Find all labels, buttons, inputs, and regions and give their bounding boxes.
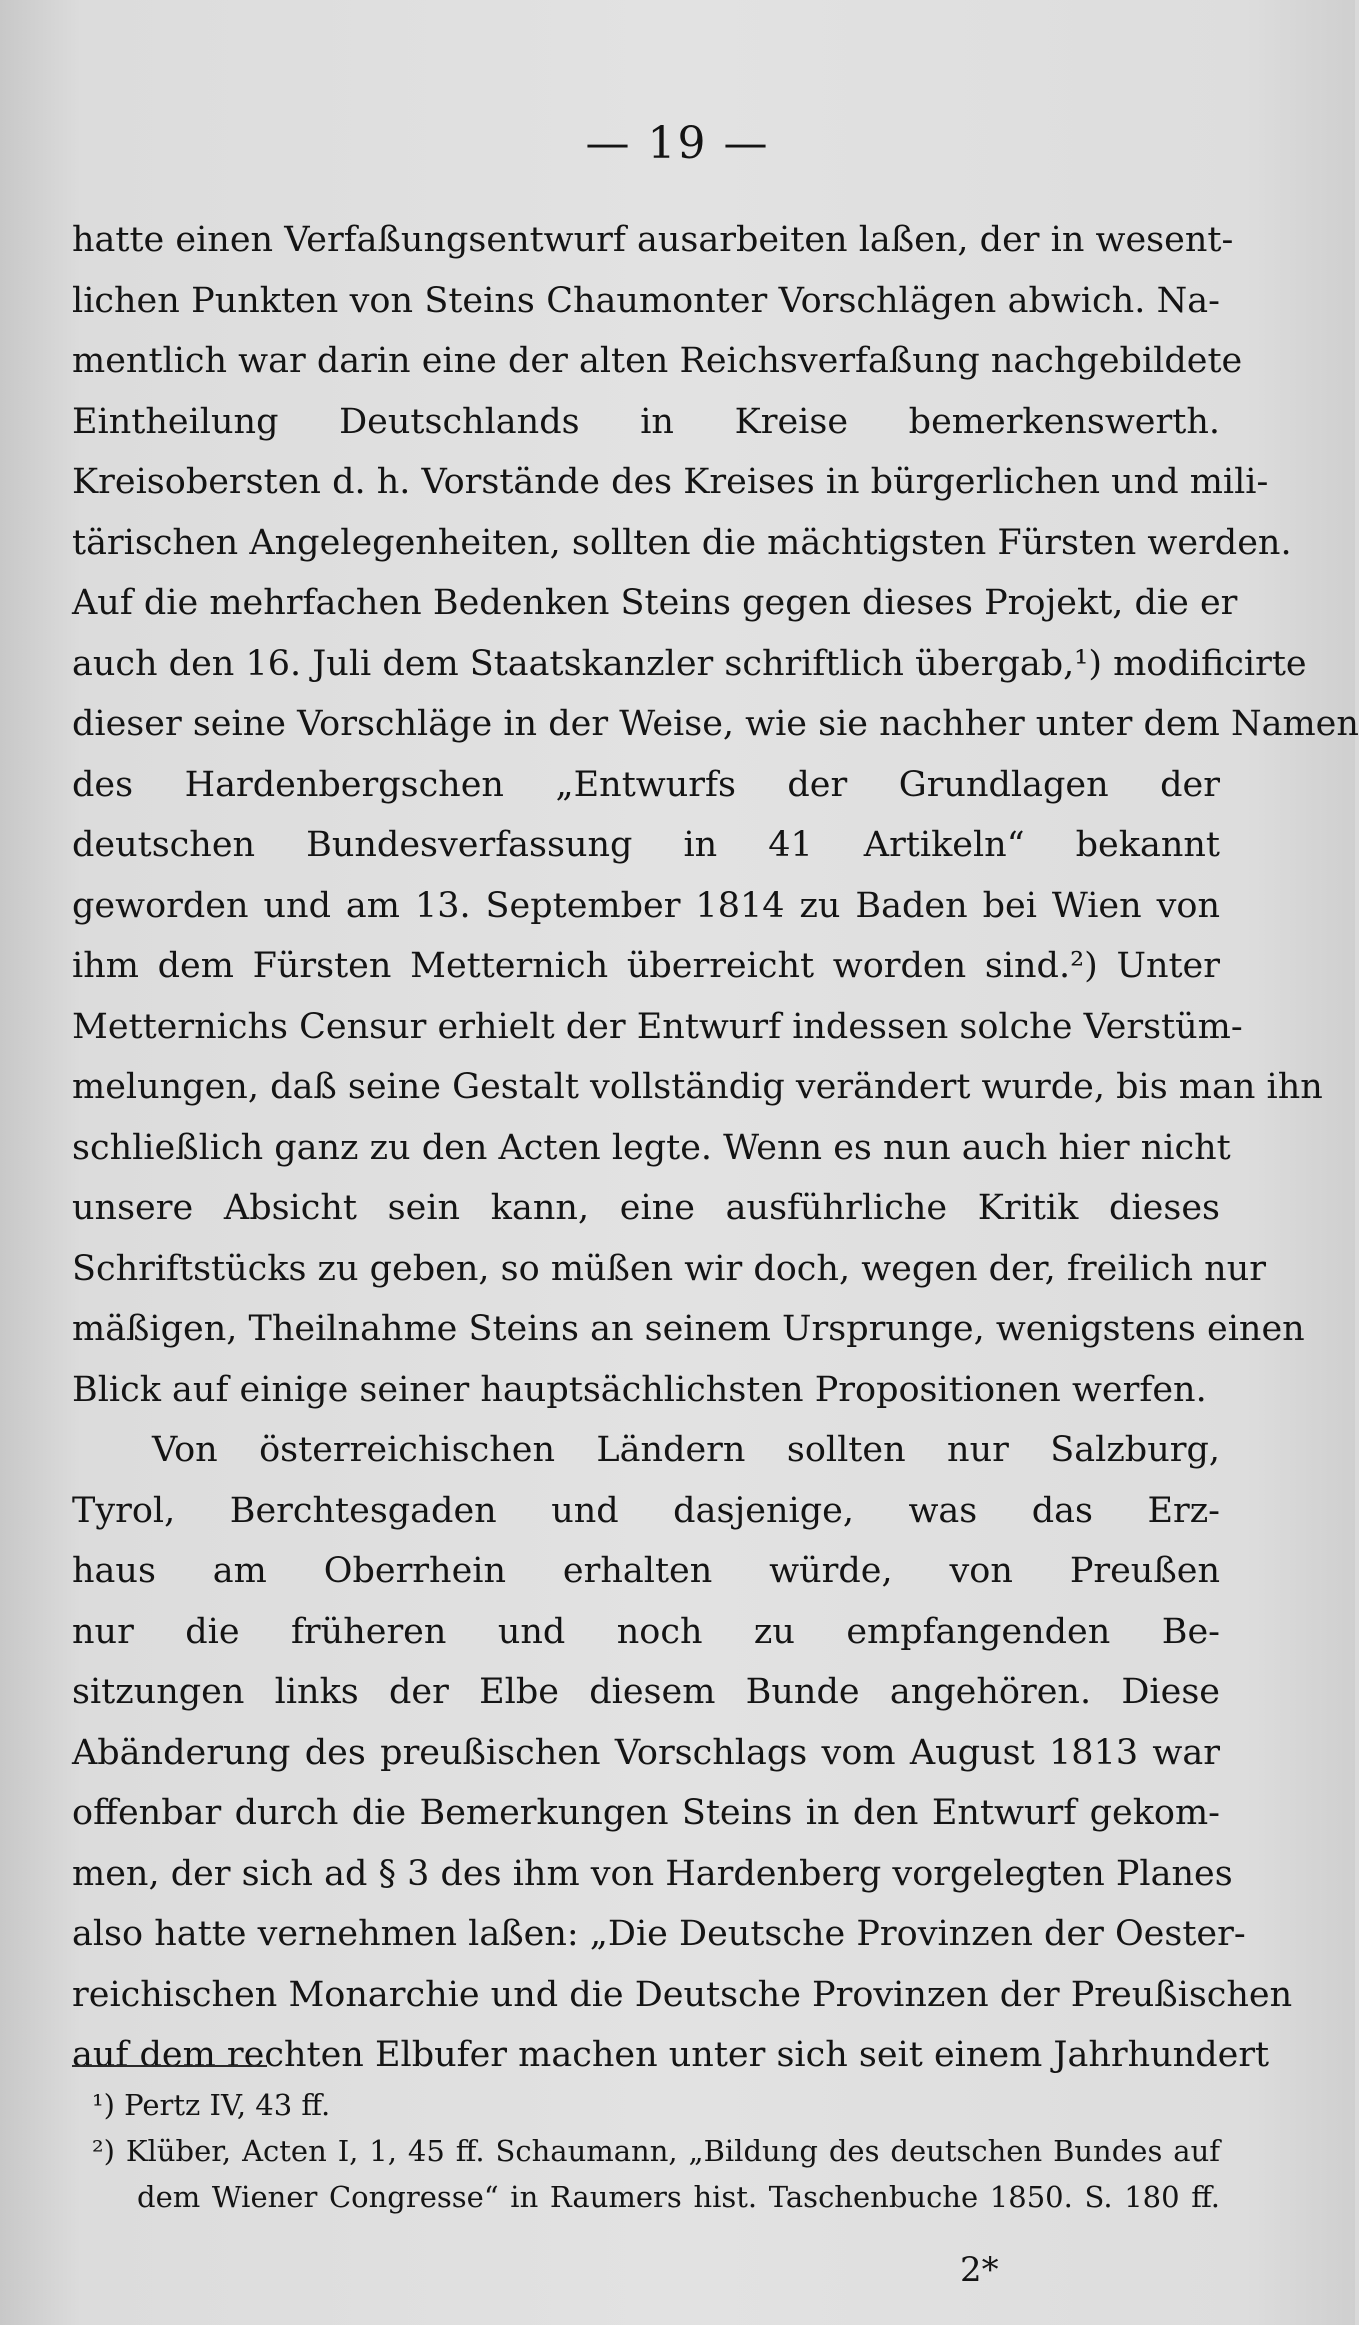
text-line: unsere Absicht sein kann, eine ausführliche Kritik dieses [72,1188,1220,1228]
text-line: Abänderung des preußischen Vorschlags vom August 1813 war [72,1732,1220,1773]
text-line: tärischen Angelegenheiten, sollten die mächtigsten Fürsten werden. [72,522,1292,563]
text-line: melungen, daß seine Gestalt vollständig verändert wurde, bis man ihn [72,1067,1323,1107]
footnotes [92,2082,1220,2220]
text-line: reichischen Monarchie und die Deutsche Provinzen der Preußischen [72,1974,1293,2015]
text-line: men, der sich ad § 3 des ihm von Hardenberg vorgelegten Planes [72,1853,1233,1894]
text-line: deutschen Bundesverfassung in 41 Artikeln“ bekannt [72,825,1220,865]
text-line: mentlich war darin eine der alten Reichsverfaßung nachgebildete [72,341,1243,381]
text-line: offenbar durch die Bemerkungen Steins in den Entwurf gekom- [72,1793,1220,1833]
page-number: — 19 — [585,118,770,169]
text-line: schließlich ganz zu den Acten legte. Wenn es nun auch hier nicht [72,1127,1231,1168]
footnote-1: ¹) Pertz IV, 43 ff. [92,2088,331,2122]
footnote-2: ²) Klüber, Acten I, 1, 45 ff. Schaumann, „Bildung des deutschen Bundes auf [92,2134,1220,2168]
text-line: mäßigen, Theilnahme Steins an seinem Ursprunge, wenigstens einen [72,1309,1305,1349]
text-line: Auf die mehrfachen Bedenken Steins gegen dieses Projekt, die er [72,583,1238,623]
footnote-2-continuation: dem Wiener Congresse“ in Raumers hist. Taschenbuche 1850. S. 180 ff. [137,2180,1220,2214]
text-line: haus am Oberrhein erhalten würde, von Preußen [72,1551,1220,1591]
text-line: Tyrol, Berchtesgaden und dasjenige, was das Erz- [72,1490,1220,1531]
text-line: auch den 16. Juli dem Staatskanzler schriftlich übergab,¹) modificirte [72,643,1307,684]
text-line: Eintheilung Deutschlands in Kreise bemerkenswerth. [72,401,1220,442]
text-line: nur die früheren und noch zu empfangenden Be- [72,1611,1220,1652]
text-line: sitzungen links der Elbe diesem Bunde angehören. Diese [72,1672,1220,1712]
text-line: hatte einen Verfaßungsentwurf ausarbeiten laßen, der in wesent- [72,220,1234,260]
text-line: Schriftstücks zu geben, so müßen wir doch, wegen der, freilich nur [72,1248,1266,1289]
text-line: geworden und am 13. September 1814 zu Baden bei Wien von [72,885,1220,926]
text-line: also hatte vernehmen laßen: „Die Deutsche Provinzen der Oester- [72,1914,1246,1954]
footnote-rule [72,2065,267,2067]
text-line: Kreisobersten d. h. Vorstände des Kreises in bürgerlichen und mili- [72,462,1269,502]
text-line: dieser seine Vorschläge in der Weise, wie sie nachher unter dem Namen [72,704,1359,744]
body-text [72,210,1359,2086]
text-line: lichen Punkten von Steins Chaumonter Vorschlägen abwich. Na- [72,280,1220,321]
text-line: Metternichs Censur erhielt der Entwurf indessen solche Verstüm- [72,1006,1243,1047]
text-line: Blick auf einige seiner hauptsächlichsten Propositionen werfen. [72,1369,1207,1410]
signature-mark: 2* [960,2250,999,2290]
text-line-paragraph-start: Von österreichischen Ländern sollten nur Salzburg, [152,1430,1220,1470]
text-line: des Hardenbergschen „Entwurfs der Grundlagen der [72,764,1220,805]
text-line: auf dem rechten Elbufer machen unter sich seit einem Jahrhundert [72,2035,1270,2075]
text-line: ihm dem Fürsten Metternich überreicht worden sind.²) Unter [72,946,1220,986]
